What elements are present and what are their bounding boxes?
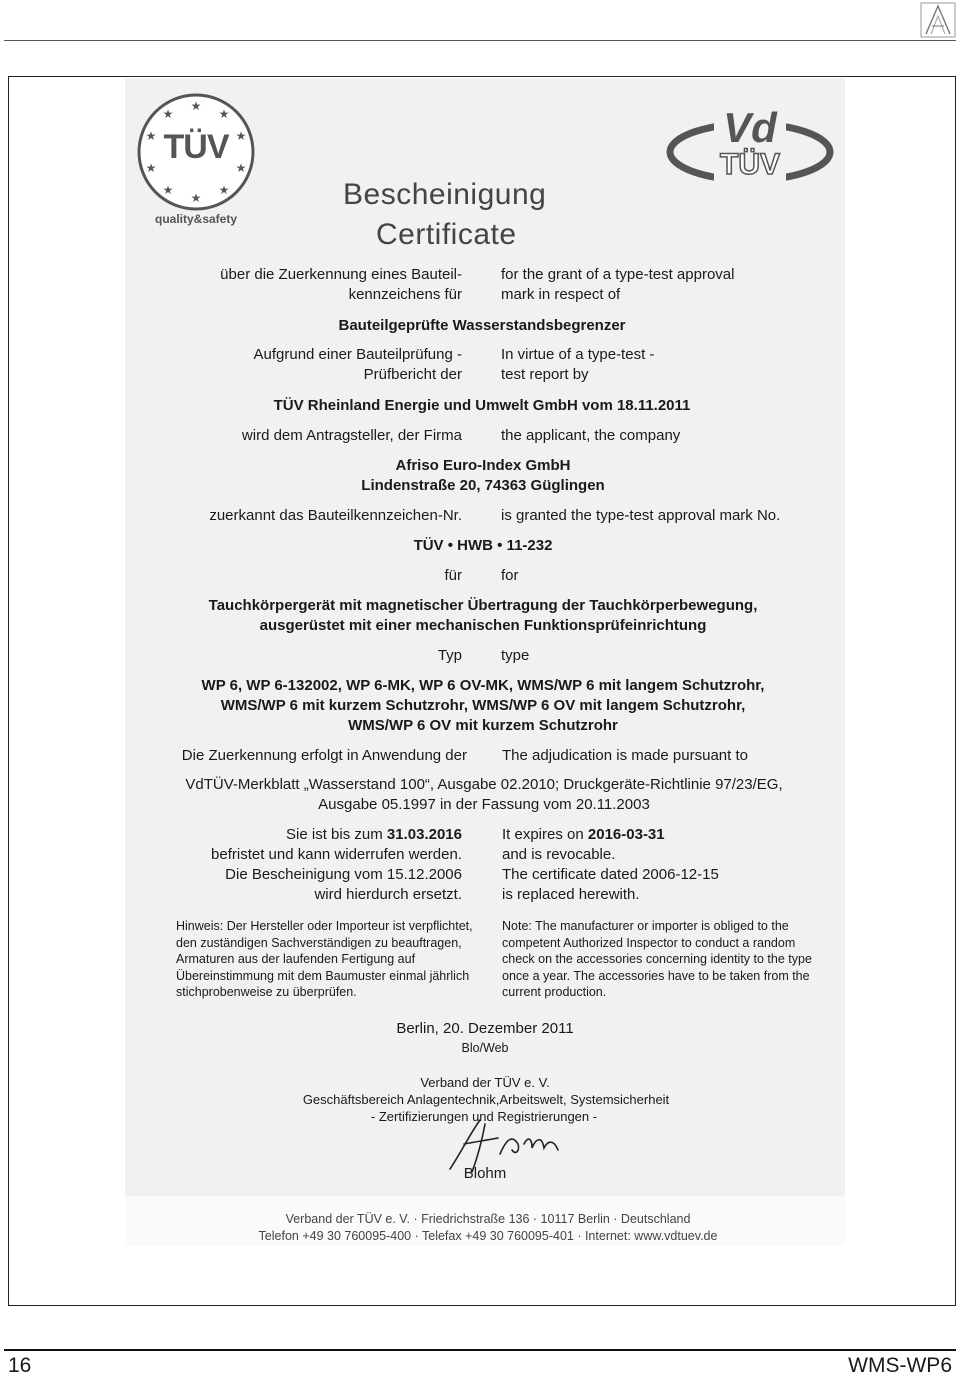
basis-en-1: In virtue of a type-test - — [501, 346, 655, 363]
note-de: Hinweis: Der Hersteller oder Importeur ist verpflichtet, den zuständigen Sachverständigen zu beauftragen, Armaturen aus der laufenden Fertigung auf Übereinstimmung mit dem Baumuster einmal jährlich stichprobenweise zu überprüfen. — [176, 919, 473, 999]
valid-de-1-text: Sie ist bis zum — [286, 826, 387, 843]
vdtuv-logo-bottom: TÜV — [720, 148, 780, 181]
svg-text:★: ★ — [235, 129, 247, 143]
valid-en-3: The certificate dated 2006-12-15 — [502, 866, 719, 883]
svg-text:★: ★ — [235, 161, 247, 175]
pursuant-en: The adjudication is made pursuant to — [502, 747, 748, 764]
applicant-en: the applicant, the company — [501, 427, 681, 444]
pursuant-de: Die Zuerkennung erfolgt in Anwendung der — [181, 747, 467, 764]
document-name: WMS-WP6 — [848, 1354, 952, 1377]
mark-en: is granted the type-test approval mark No. — [501, 507, 781, 524]
intro-en-1: for the grant of a type-test approval — [501, 266, 735, 283]
valid-en-4: is replaced herewith. — [502, 886, 640, 903]
certificate-title-en: Certificate — [376, 218, 517, 251]
company-address: Lindenstraße 20, 74363 Güglingen — [361, 477, 605, 494]
types-line-2: WMS/WP 6 mit kurzem Schutzrohr, WMS/WP 6 OV mit langem Schutzrohr, — [220, 697, 746, 714]
svg-text:★: ★ — [162, 107, 174, 121]
types-line-3: WMS/WP 6 OV mit kurzem Schutzrohr — [348, 717, 618, 734]
certificate-footer-line-1: Verband der TÜV e. V. · Friedrichstraße 136 · 10117 Berlin · Deutschland — [285, 1212, 691, 1226]
basis-en-2: test report by — [501, 366, 589, 383]
tuv-logo-tagline: quality&safety — [154, 212, 238, 226]
svg-text:★: ★ — [218, 183, 230, 197]
intro-de-2: kennzeichens für — [348, 286, 462, 303]
valid-en-1 — [502, 826, 665, 843]
header-rule — [4, 40, 956, 41]
org-line-2: Geschäftsbereich Anlagentechnik,Arbeitswelt, Systemsicherheit — [302, 1092, 670, 1107]
standard-line-2: Ausgabe 05.1997 in der Fassung vom 20.11.2003 — [318, 796, 650, 813]
certificate-scan — [125, 78, 845, 1246]
type-de: Typ — [437, 647, 462, 664]
basis-de-2: Prüfbericht der — [363, 366, 462, 383]
device-line-1: Tauchkörpergerät mit magnetischer Übertragung der Tauchkörperbewegung, — [208, 597, 758, 614]
intro-en-2: mark in respect of — [501, 286, 621, 303]
valid-de-4: wird hierdurch ersetzt. — [314, 886, 462, 903]
svg-text:★: ★ — [190, 99, 202, 113]
standard-line-1: VdTÜV-Merkblatt „Wasserstand 100“, Ausgabe 02.2010; Druckgeräte-Richtlinie 97/23/EG, — [185, 776, 783, 793]
svg-text:★: ★ — [162, 183, 174, 197]
mark-number: TÜV • HWB • 11-232 — [413, 537, 553, 554]
svg-text:★: ★ — [218, 107, 230, 121]
valid-en-1-date: 2016-03-31 — [587, 826, 665, 843]
page-number: 16 — [8, 1354, 32, 1377]
intro-de-1: über die Zuerkennung eines Bauteil- — [220, 266, 462, 283]
signer-name: Blohm — [463, 1165, 507, 1182]
vdtuv-logo-top: Vd — [723, 104, 777, 151]
triangle-a-logo-icon — [920, 2, 956, 38]
footer-rule — [4, 1349, 956, 1351]
certificate-footer-line-2: Telefon +49 30 760095-400 · Telefax +49 30 760095-401 · Internet: www.vdtuev.de — [258, 1229, 718, 1243]
place-date: Berlin, 20. Dezember 2011 — [396, 1020, 574, 1037]
company-name: Afriso Euro-Index GmbH — [395, 457, 571, 474]
valid-de-1 — [286, 826, 462, 843]
valid-de-3: Die Bescheinigung vom 15.12.2006 — [225, 866, 462, 883]
for-en: for — [501, 567, 519, 584]
basis-de-1: Aufgrund einer Bauteilprüfung - — [253, 346, 462, 363]
test-lab: TÜV Rheinland Energie und Umwelt GmbH vom 18.11.2011 — [273, 397, 691, 414]
valid-en-1-text: It expires on — [502, 826, 588, 843]
type-en: type — [501, 647, 530, 664]
org-line-3: - Zertifizierungen und Registrierungen - — [370, 1109, 598, 1124]
svg-text:★: ★ — [145, 129, 157, 143]
applicant-de: wird dem Antragsteller, der Firma — [241, 427, 462, 444]
valid-en-2: and is revocable. — [502, 846, 616, 863]
reference: Blo/Web — [461, 1041, 509, 1055]
org-line-1: Verband der TÜV e. V. — [420, 1075, 550, 1090]
types-line-1: WP 6, WP 6-132002, WP 6-MK, WP 6 OV-MK, WMS/WP 6 mit langem Schutzrohr, — [201, 677, 765, 694]
certificate-title-de: Bescheinigung — [343, 178, 547, 211]
subject: Bauteilgeprüfte Wasserstandsbegrenzer — [338, 317, 626, 334]
tuv-logo-word: TÜV — [163, 128, 229, 166]
for-de: für — [444, 567, 462, 584]
device-line-2: ausgerüstet mit einer mechanischen Funktionsprüfeinrichtung — [259, 617, 707, 634]
valid-de-1-date: 31.03.2016 — [386, 826, 462, 843]
svg-text:★: ★ — [145, 161, 157, 175]
note-en: Note: The manufacturer or importer is obliged to the competent Authorized Inspector to conduct a random check on the accessories concerning identity to the type once a year. The accessories have to be taken from the current production. — [502, 919, 812, 999]
svg-text:★: ★ — [190, 191, 202, 205]
mark-de: zuerkannt das Bauteilkennzeichen-Nr. — [209, 507, 462, 524]
valid-de-2: befristet und kann widerrufen werden. — [211, 846, 462, 863]
